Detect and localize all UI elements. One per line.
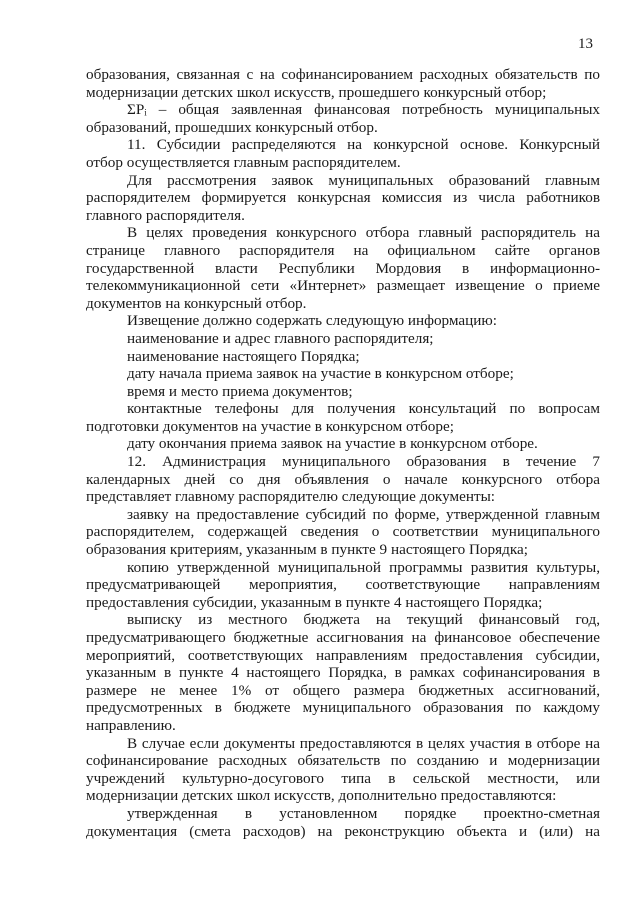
- text-line: предусматривающей мероприятия, соответствующие направлениям: [86, 576, 600, 594]
- text-line: образований, прошедших конкурсный отбор.: [86, 118, 378, 136]
- text-line: представляет главному распорядителю следующие документы:: [86, 488, 496, 506]
- text-line: дату начала приема заявок на участие в конкурсном отборе;: [127, 365, 514, 383]
- text-line: время и место приема документов;: [127, 382, 353, 400]
- text-line: заявку на предоставление субсидий по форме, утвержденной главным: [127, 505, 600, 523]
- text-line: главного распорядителя.: [86, 206, 245, 224]
- text-line: мероприятий, соответствующих направлениям предоставления субсидии,: [86, 646, 600, 664]
- text-line: Извещение должно содержать следующую информацию:: [127, 312, 497, 330]
- text-line: подготовки документов на участие в конкурсном отборе;: [86, 417, 454, 435]
- text-line: 12. Администрация муниципального образования в течение 7: [127, 453, 600, 471]
- text-line: государственной власти Республики Мордовия в информационно-: [86, 259, 600, 277]
- text-line: странице главного распорядителя на официальном сайте органов: [86, 241, 600, 259]
- text-line: 11. Субсидии распределяются на конкурсной основе. Конкурсный: [127, 136, 600, 154]
- text-line: телекоммуникационной сети «Интернет» размещает извещение о приеме: [86, 277, 600, 295]
- text-line: документов на конкурсный отбор.: [86, 294, 307, 312]
- text-line: отбор осуществляется главным распорядителем.: [86, 153, 401, 171]
- text-line: календарных дней со дня объявления о начале конкурсного отбора: [86, 470, 600, 488]
- text-line: распорядителем формируется конкурсная комиссия из числа работников: [86, 189, 600, 207]
- text-line: наименование настоящего Порядка;: [127, 347, 360, 365]
- text-line: предоставления субсидии, указанным в пункте 4 настоящего Порядка;: [86, 593, 543, 611]
- body-text: [86, 66, 600, 840]
- text-line: контактные телефоны для получения консультаций по вопросам: [127, 400, 600, 418]
- text-line: образования критериям, указанным в пункте 9 настоящего Порядка;: [86, 541, 528, 559]
- text-line: ΣPᵢ – общая заявленная финансовая потребность муниципальных: [127, 101, 600, 119]
- text-line: В случае если документы предоставляются в целях участия в отборе на: [127, 734, 600, 752]
- text-line: Для рассмотрения заявок муниципальных образований главным: [127, 171, 600, 189]
- text-line: выписку из местного бюджета на текущий финансовый год,: [127, 611, 600, 629]
- text-line: В целях проведения конкурсного отбора главный распорядитель на: [127, 224, 600, 242]
- text-line: модернизации детских школ искусств, дополнительно предоставляются:: [86, 787, 557, 805]
- text-line: указанным в пункте 4 настоящего Порядка, в рамках софинансирования в: [86, 664, 600, 682]
- text-line: размере не менее 1% от общего размера бюджетных ассигнований,: [86, 681, 600, 699]
- text-line: распорядителем, содержащей сведения о соответствии муниципального: [86, 523, 600, 541]
- text-line: направлению.: [86, 716, 176, 734]
- text-line: документация (смета расходов) на реконструкцию объекта и (или) на: [86, 822, 600, 840]
- text-line: образования, связанная с на софинансированием расходных обязательств по: [86, 66, 600, 83]
- text-line: предусматривающего бюджетные ассигнования на финансовое обеспечение: [86, 629, 600, 646]
- text-line: дату окончания приема заявок на участие в конкурсном отборе.: [127, 435, 538, 453]
- text-line: софинансирование расходных обязательств по созданию и модернизации: [86, 752, 600, 770]
- page-number: 13: [578, 36, 593, 52]
- text-line: копию утвержденной муниципальной программы развития культуры,: [127, 558, 600, 576]
- text-line: предусмотренных в бюджете муниципального образования по каждому: [86, 699, 600, 717]
- text-line: учреждений культурно-досугового типа в сельской местности, или: [86, 769, 600, 787]
- text-line: модернизации детских школ искусств, прошедшего конкурсный отбор;: [86, 83, 547, 101]
- text-line: наименование и адрес главного распорядителя;: [127, 329, 434, 347]
- text-line: утвержденная в установленном порядке проектно-сметная: [127, 804, 600, 822]
